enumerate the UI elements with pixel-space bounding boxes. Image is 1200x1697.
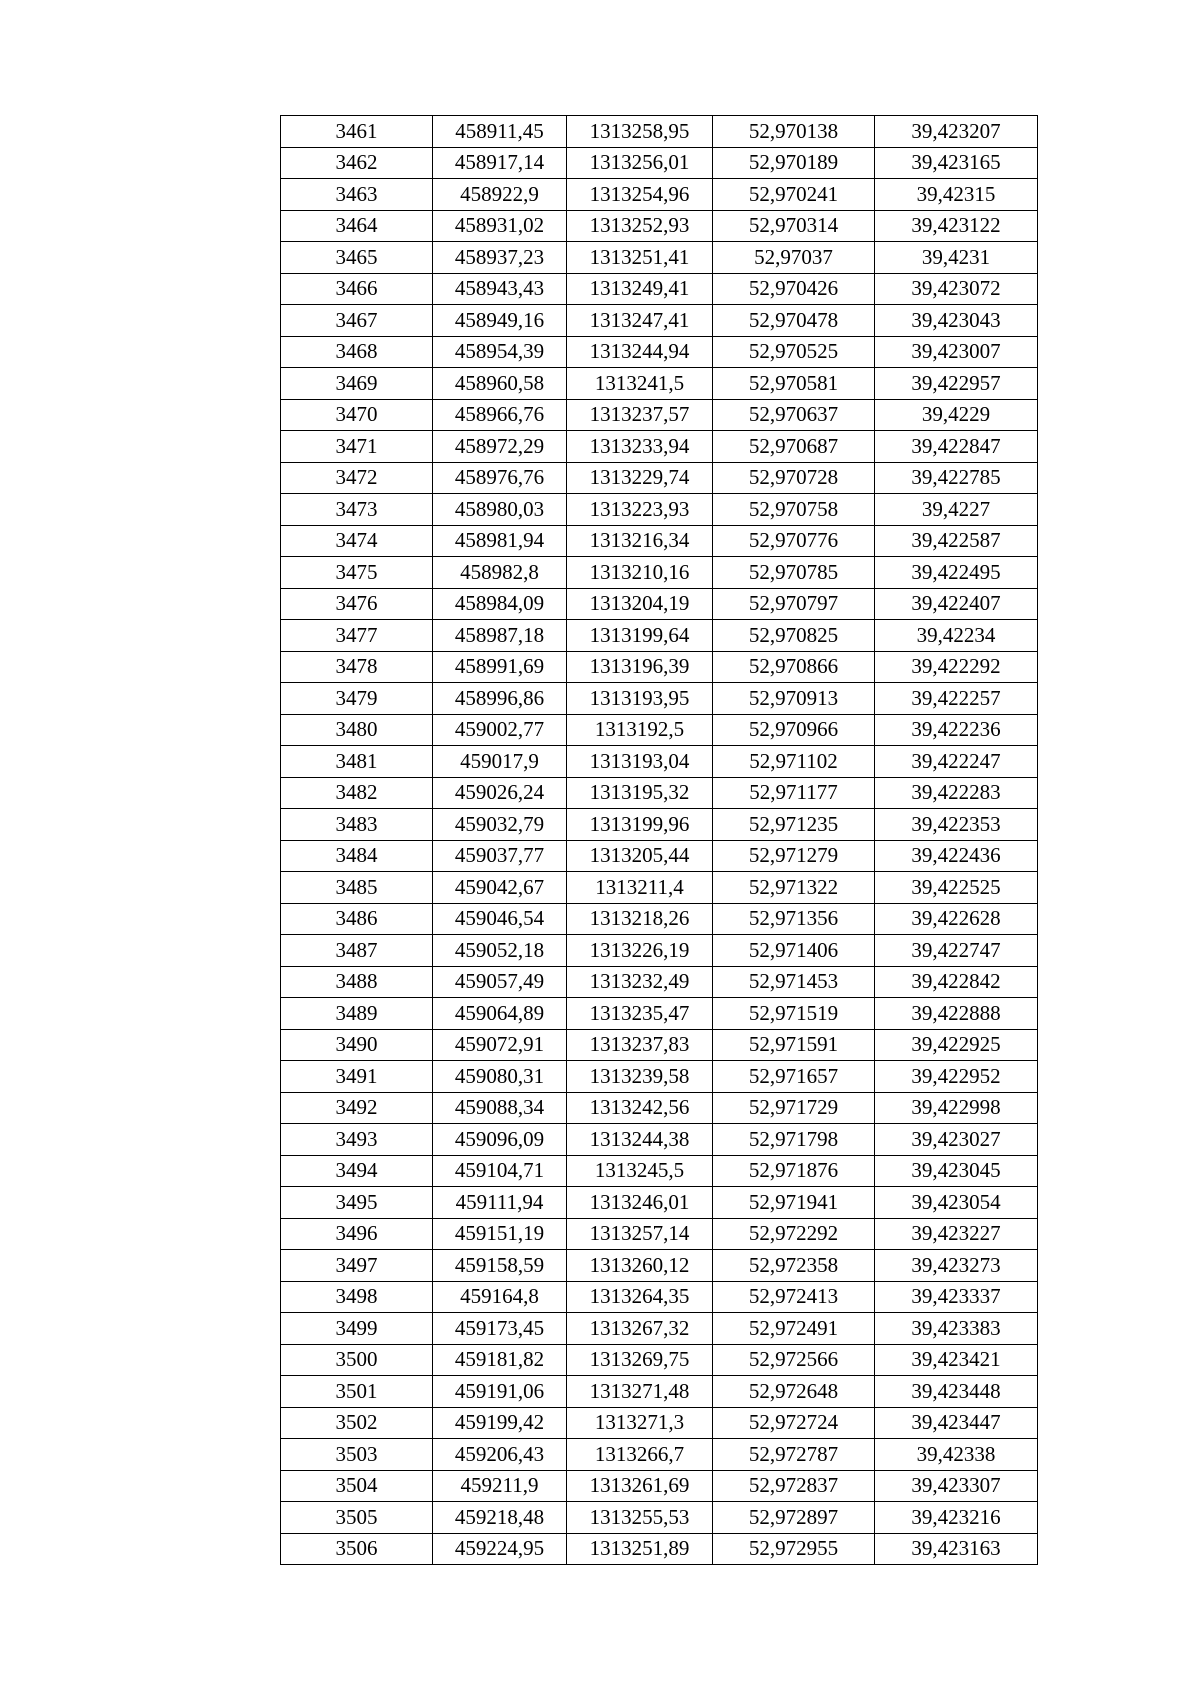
latitude-cell: 52,970728: [713, 462, 875, 494]
latitude-cell: 52,970866: [713, 651, 875, 683]
y-coordinate-cell: 1313226,19: [567, 935, 713, 967]
latitude-cell: 52,970637: [713, 399, 875, 431]
latitude-cell: 52,971519: [713, 998, 875, 1030]
x-coordinate-cell: 458980,03: [433, 494, 567, 526]
point-number-cell: 3491: [281, 1061, 433, 1093]
latitude-cell: 52,972413: [713, 1281, 875, 1313]
y-coordinate-cell: 1313271,3: [567, 1407, 713, 1439]
point-number-cell: 3483: [281, 809, 433, 841]
y-coordinate-cell: 1313193,04: [567, 746, 713, 778]
table-row: [281, 1439, 1038, 1471]
longitude-cell: 39,423227: [875, 1218, 1038, 1250]
longitude-cell: 39,422847: [875, 431, 1038, 463]
y-coordinate-cell: 1313210,16: [567, 557, 713, 589]
y-coordinate-cell: 1313193,95: [567, 683, 713, 715]
point-number-cell: 3484: [281, 840, 433, 872]
table-row: [281, 998, 1038, 1030]
longitude-cell: 39,422353: [875, 809, 1038, 841]
point-number-cell: 3477: [281, 620, 433, 652]
table-row: [281, 1533, 1038, 1565]
x-coordinate-cell: 459211,9: [433, 1470, 567, 1502]
longitude-cell: 39,423207: [875, 116, 1038, 148]
table-row: [281, 1344, 1038, 1376]
longitude-cell: 39,42338: [875, 1439, 1038, 1471]
x-coordinate-cell: 459181,82: [433, 1344, 567, 1376]
table-row: [281, 336, 1038, 368]
point-number-cell: 3478: [281, 651, 433, 683]
y-coordinate-cell: 1313242,56: [567, 1092, 713, 1124]
latitude-cell: 52,971453: [713, 966, 875, 998]
point-number-cell: 3499: [281, 1313, 433, 1345]
x-coordinate-cell: 458972,29: [433, 431, 567, 463]
x-coordinate-cell: 458960,58: [433, 368, 567, 400]
longitude-cell: 39,422436: [875, 840, 1038, 872]
x-coordinate-cell: 458996,86: [433, 683, 567, 715]
y-coordinate-cell: 1313247,41: [567, 305, 713, 337]
longitude-cell: 39,422407: [875, 588, 1038, 620]
longitude-cell: 39,423163: [875, 1533, 1038, 1565]
longitude-cell: 39,422628: [875, 903, 1038, 935]
longitude-cell: 39,423165: [875, 147, 1038, 179]
y-coordinate-cell: 1313271,48: [567, 1376, 713, 1408]
longitude-cell: 39,422495: [875, 557, 1038, 589]
table-row: [281, 714, 1038, 746]
x-coordinate-cell: 459206,43: [433, 1439, 567, 1471]
latitude-cell: 52,970913: [713, 683, 875, 715]
point-number-cell: 3480: [281, 714, 433, 746]
y-coordinate-cell: 1313196,39: [567, 651, 713, 683]
latitude-cell: 52,972955: [713, 1533, 875, 1565]
point-number-cell: 3494: [281, 1155, 433, 1187]
y-coordinate-cell: 1313256,01: [567, 147, 713, 179]
point-number-cell: 3462: [281, 147, 433, 179]
x-coordinate-cell: 458949,16: [433, 305, 567, 337]
point-number-cell: 3495: [281, 1187, 433, 1219]
table-row: [281, 1281, 1038, 1313]
table-row: [281, 431, 1038, 463]
point-number-cell: 3505: [281, 1502, 433, 1534]
table-row: [281, 368, 1038, 400]
x-coordinate-cell: 458954,39: [433, 336, 567, 368]
longitude-cell: 39,42234: [875, 620, 1038, 652]
x-coordinate-cell: 458984,09: [433, 588, 567, 620]
x-coordinate-cell: 458966,76: [433, 399, 567, 431]
y-coordinate-cell: 1313245,5: [567, 1155, 713, 1187]
point-number-cell: 3506: [281, 1533, 433, 1565]
latitude-cell: 52,971657: [713, 1061, 875, 1093]
point-number-cell: 3473: [281, 494, 433, 526]
latitude-cell: 52,972566: [713, 1344, 875, 1376]
y-coordinate-cell: 1313254,96: [567, 179, 713, 211]
y-coordinate-cell: 1313261,69: [567, 1470, 713, 1502]
x-coordinate-cell: 459072,91: [433, 1029, 567, 1061]
table-row: [281, 840, 1038, 872]
table-row: [281, 809, 1038, 841]
y-coordinate-cell: 1313229,74: [567, 462, 713, 494]
x-coordinate-cell: 459111,94: [433, 1187, 567, 1219]
point-number-cell: 3500: [281, 1344, 433, 1376]
longitude-cell: 39,422785: [875, 462, 1038, 494]
y-coordinate-cell: 1313211,4: [567, 872, 713, 904]
table-row: [281, 1155, 1038, 1187]
point-number-cell: 3486: [281, 903, 433, 935]
point-number-cell: 3469: [281, 368, 433, 400]
table-row: [281, 620, 1038, 652]
latitude-cell: 52,971798: [713, 1124, 875, 1156]
latitude-cell: 52,971591: [713, 1029, 875, 1061]
latitude-cell: 52,971729: [713, 1092, 875, 1124]
x-coordinate-cell: 459080,31: [433, 1061, 567, 1093]
longitude-cell: 39,423122: [875, 210, 1038, 242]
table-row: [281, 1029, 1038, 1061]
table-row: [281, 746, 1038, 778]
x-coordinate-cell: 458981,94: [433, 525, 567, 557]
table-row: [281, 935, 1038, 967]
latitude-cell: 52,970687: [713, 431, 875, 463]
x-coordinate-cell: 459191,06: [433, 1376, 567, 1408]
x-coordinate-cell: 459088,34: [433, 1092, 567, 1124]
point-number-cell: 3482: [281, 777, 433, 809]
table-row: [281, 1407, 1038, 1439]
point-number-cell: 3468: [281, 336, 433, 368]
latitude-cell: 52,972648: [713, 1376, 875, 1408]
x-coordinate-cell: 459104,71: [433, 1155, 567, 1187]
table-row: [281, 966, 1038, 998]
x-coordinate-cell: 459064,89: [433, 998, 567, 1030]
longitude-cell: 39,422998: [875, 1092, 1038, 1124]
longitude-cell: 39,422283: [875, 777, 1038, 809]
table-row: [281, 462, 1038, 494]
point-number-cell: 3475: [281, 557, 433, 589]
point-number-cell: 3465: [281, 242, 433, 274]
longitude-cell: 39,422957: [875, 368, 1038, 400]
x-coordinate-cell: 459052,18: [433, 935, 567, 967]
x-coordinate-cell: 459096,09: [433, 1124, 567, 1156]
table-row: [281, 1470, 1038, 1502]
table-row: [281, 210, 1038, 242]
point-number-cell: 3481: [281, 746, 433, 778]
x-coordinate-cell: 458943,43: [433, 273, 567, 305]
y-coordinate-cell: 1313244,38: [567, 1124, 713, 1156]
table-row: [281, 1124, 1038, 1156]
y-coordinate-cell: 1313269,75: [567, 1344, 713, 1376]
latitude-cell: 52,970189: [713, 147, 875, 179]
point-number-cell: 3476: [281, 588, 433, 620]
table-row: [281, 557, 1038, 589]
longitude-cell: 39,423421: [875, 1344, 1038, 1376]
x-coordinate-cell: 459046,54: [433, 903, 567, 935]
y-coordinate-cell: 1313260,12: [567, 1250, 713, 1282]
x-coordinate-cell: 459164,8: [433, 1281, 567, 1313]
latitude-cell: 52,971356: [713, 903, 875, 935]
latitude-cell: 52,970581: [713, 368, 875, 400]
point-number-cell: 3485: [281, 872, 433, 904]
table-row: [281, 116, 1038, 148]
x-coordinate-cell: 458976,76: [433, 462, 567, 494]
point-number-cell: 3497: [281, 1250, 433, 1282]
y-coordinate-cell: 1313218,26: [567, 903, 713, 935]
latitude-cell: 52,971102: [713, 746, 875, 778]
y-coordinate-cell: 1313257,14: [567, 1218, 713, 1250]
latitude-cell: 52,971941: [713, 1187, 875, 1219]
longitude-cell: 39,423054: [875, 1187, 1038, 1219]
y-coordinate-cell: 1313251,41: [567, 242, 713, 274]
table-row: [281, 588, 1038, 620]
latitude-cell: 52,972724: [713, 1407, 875, 1439]
x-coordinate-cell: 458917,14: [433, 147, 567, 179]
latitude-cell: 52,971406: [713, 935, 875, 967]
point-number-cell: 3502: [281, 1407, 433, 1439]
point-number-cell: 3464: [281, 210, 433, 242]
y-coordinate-cell: 1313241,5: [567, 368, 713, 400]
x-coordinate-cell: 459057,49: [433, 966, 567, 998]
longitude-cell: 39,422236: [875, 714, 1038, 746]
y-coordinate-cell: 1313244,94: [567, 336, 713, 368]
point-number-cell: 3474: [281, 525, 433, 557]
point-number-cell: 3490: [281, 1029, 433, 1061]
latitude-cell: 52,971322: [713, 872, 875, 904]
latitude-cell: 52,970758: [713, 494, 875, 526]
table-row: [281, 1250, 1038, 1282]
x-coordinate-cell: 459042,67: [433, 872, 567, 904]
y-coordinate-cell: 1313266,7: [567, 1439, 713, 1471]
y-coordinate-cell: 1313255,53: [567, 1502, 713, 1534]
y-coordinate-cell: 1313199,96: [567, 809, 713, 841]
latitude-cell: 52,970314: [713, 210, 875, 242]
y-coordinate-cell: 1313192,5: [567, 714, 713, 746]
y-coordinate-cell: 1313235,47: [567, 998, 713, 1030]
table-row: [281, 147, 1038, 179]
longitude-cell: 39,4231: [875, 242, 1038, 274]
table-row: [281, 1061, 1038, 1093]
x-coordinate-cell: 458911,45: [433, 116, 567, 148]
y-coordinate-cell: 1313249,41: [567, 273, 713, 305]
point-number-cell: 3492: [281, 1092, 433, 1124]
longitude-cell: 39,422842: [875, 966, 1038, 998]
x-coordinate-cell: 459017,9: [433, 746, 567, 778]
latitude-cell: 52,97037: [713, 242, 875, 274]
longitude-cell: 39,423447: [875, 1407, 1038, 1439]
y-coordinate-cell: 1313199,64: [567, 620, 713, 652]
table-row: [281, 1218, 1038, 1250]
point-number-cell: 3463: [281, 179, 433, 211]
table-row: [281, 273, 1038, 305]
y-coordinate-cell: 1313232,49: [567, 966, 713, 998]
x-coordinate-cell: 458991,69: [433, 651, 567, 683]
x-coordinate-cell: 459002,77: [433, 714, 567, 746]
longitude-cell: 39,423383: [875, 1313, 1038, 1345]
longitude-cell: 39,422925: [875, 1029, 1038, 1061]
longitude-cell: 39,423045: [875, 1155, 1038, 1187]
point-number-cell: 3471: [281, 431, 433, 463]
y-coordinate-cell: 1313223,93: [567, 494, 713, 526]
y-coordinate-cell: 1313258,95: [567, 116, 713, 148]
point-number-cell: 3498: [281, 1281, 433, 1313]
x-coordinate-cell: 459218,48: [433, 1502, 567, 1534]
table-row: [281, 399, 1038, 431]
y-coordinate-cell: 1313237,57: [567, 399, 713, 431]
y-coordinate-cell: 1313264,35: [567, 1281, 713, 1313]
point-number-cell: 3466: [281, 273, 433, 305]
latitude-cell: 52,970966: [713, 714, 875, 746]
longitude-cell: 39,423273: [875, 1250, 1038, 1282]
table-row: [281, 1502, 1038, 1534]
point-number-cell: 3501: [281, 1376, 433, 1408]
longitude-cell: 39,422525: [875, 872, 1038, 904]
latitude-cell: 52,970525: [713, 336, 875, 368]
coordinates-table: [280, 115, 1038, 1565]
table-row: [281, 1376, 1038, 1408]
latitude-cell: 52,970825: [713, 620, 875, 652]
table-row: [281, 903, 1038, 935]
longitude-cell: 39,422257: [875, 683, 1038, 715]
y-coordinate-cell: 1313246,01: [567, 1187, 713, 1219]
y-coordinate-cell: 1313267,32: [567, 1313, 713, 1345]
point-number-cell: 3470: [281, 399, 433, 431]
point-number-cell: 3503: [281, 1439, 433, 1471]
table-row: [281, 494, 1038, 526]
x-coordinate-cell: 458937,23: [433, 242, 567, 274]
longitude-cell: 39,423027: [875, 1124, 1038, 1156]
y-coordinate-cell: 1313252,93: [567, 210, 713, 242]
x-coordinate-cell: 458922,9: [433, 179, 567, 211]
table-row: [281, 1092, 1038, 1124]
x-coordinate-cell: 459173,45: [433, 1313, 567, 1345]
point-number-cell: 3479: [281, 683, 433, 715]
table-row: [281, 242, 1038, 274]
longitude-cell: 39,423307: [875, 1470, 1038, 1502]
longitude-cell: 39,423043: [875, 305, 1038, 337]
x-coordinate-cell: 458982,8: [433, 557, 567, 589]
y-coordinate-cell: 1313216,34: [567, 525, 713, 557]
longitude-cell: 39,4229: [875, 399, 1038, 431]
point-number-cell: 3487: [281, 935, 433, 967]
x-coordinate-cell: 459026,24: [433, 777, 567, 809]
latitude-cell: 52,972837: [713, 1470, 875, 1502]
table-row: [281, 179, 1038, 211]
table-row: [281, 872, 1038, 904]
longitude-cell: 39,42315: [875, 179, 1038, 211]
latitude-cell: 52,970776: [713, 525, 875, 557]
latitude-cell: 52,970478: [713, 305, 875, 337]
y-coordinate-cell: 1313237,83: [567, 1029, 713, 1061]
latitude-cell: 52,972292: [713, 1218, 875, 1250]
point-number-cell: 3496: [281, 1218, 433, 1250]
longitude-cell: 39,422747: [875, 935, 1038, 967]
y-coordinate-cell: 1313233,94: [567, 431, 713, 463]
latitude-cell: 52,970241: [713, 179, 875, 211]
longitude-cell: 39,423337: [875, 1281, 1038, 1313]
longitude-cell: 39,423448: [875, 1376, 1038, 1408]
x-coordinate-cell: 459032,79: [433, 809, 567, 841]
x-coordinate-cell: 458931,02: [433, 210, 567, 242]
point-number-cell: 3504: [281, 1470, 433, 1502]
y-coordinate-cell: 1313195,32: [567, 777, 713, 809]
x-coordinate-cell: 458987,18: [433, 620, 567, 652]
longitude-cell: 39,422247: [875, 746, 1038, 778]
latitude-cell: 52,971876: [713, 1155, 875, 1187]
y-coordinate-cell: 1313205,44: [567, 840, 713, 872]
longitude-cell: 39,422952: [875, 1061, 1038, 1093]
latitude-cell: 52,972897: [713, 1502, 875, 1534]
table-row: [281, 777, 1038, 809]
latitude-cell: 52,972358: [713, 1250, 875, 1282]
latitude-cell: 52,971279: [713, 840, 875, 872]
table-row: [281, 525, 1038, 557]
longitude-cell: 39,422587: [875, 525, 1038, 557]
latitude-cell: 52,970138: [713, 116, 875, 148]
point-number-cell: 3467: [281, 305, 433, 337]
latitude-cell: 52,972491: [713, 1313, 875, 1345]
latitude-cell: 52,972787: [713, 1439, 875, 1471]
longitude-cell: 39,422888: [875, 998, 1038, 1030]
longitude-cell: 39,423007: [875, 336, 1038, 368]
point-number-cell: 3493: [281, 1124, 433, 1156]
table-row: [281, 1313, 1038, 1345]
y-coordinate-cell: 1313239,58: [567, 1061, 713, 1093]
x-coordinate-cell: 459199,42: [433, 1407, 567, 1439]
longitude-cell: 39,422292: [875, 651, 1038, 683]
longitude-cell: 39,4227: [875, 494, 1038, 526]
table-row: [281, 683, 1038, 715]
y-coordinate-cell: 1313251,89: [567, 1533, 713, 1565]
table-row: [281, 305, 1038, 337]
point-number-cell: 3488: [281, 966, 433, 998]
table-row: [281, 1187, 1038, 1219]
x-coordinate-cell: 459158,59: [433, 1250, 567, 1282]
latitude-cell: 52,970797: [713, 588, 875, 620]
table-row: [281, 651, 1038, 683]
coordinates-table-body: [281, 116, 1038, 1565]
x-coordinate-cell: 459037,77: [433, 840, 567, 872]
latitude-cell: 52,970785: [713, 557, 875, 589]
latitude-cell: 52,971235: [713, 809, 875, 841]
point-number-cell: 3489: [281, 998, 433, 1030]
point-number-cell: 3472: [281, 462, 433, 494]
latitude-cell: 52,971177: [713, 777, 875, 809]
x-coordinate-cell: 459151,19: [433, 1218, 567, 1250]
x-coordinate-cell: 459224,95: [433, 1533, 567, 1565]
longitude-cell: 39,423216: [875, 1502, 1038, 1534]
longitude-cell: 39,423072: [875, 273, 1038, 305]
point-number-cell: 3461: [281, 116, 433, 148]
latitude-cell: 52,970426: [713, 273, 875, 305]
y-coordinate-cell: 1313204,19: [567, 588, 713, 620]
